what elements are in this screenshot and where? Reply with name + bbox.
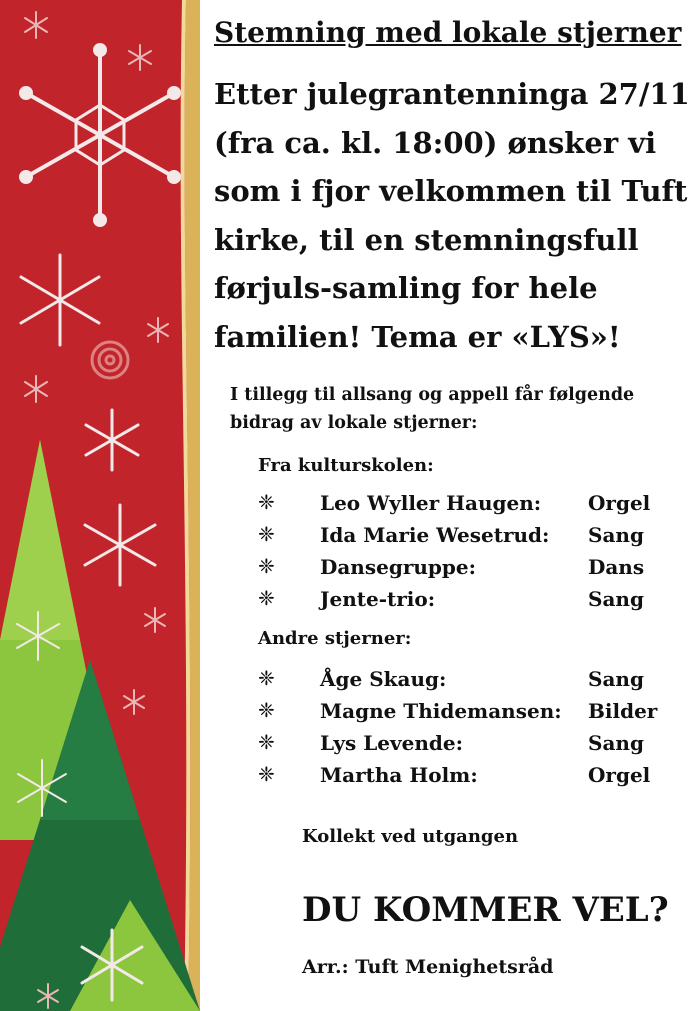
performer-name: Leo Wyller Haugen:	[320, 491, 542, 515]
performer-role: Sang	[588, 731, 644, 755]
snowflake-icon: ❈	[258, 730, 275, 754]
intro-paragraph: Etter julegrantenninga 27/11 (fra ca. kl. 18:00) ønsker vi som i fjor velkommen til Tuft kirke, til en stemningsfull førjuls-samling for hele familien! Tema er «LYS»!	[214, 77, 690, 354]
organizer: Arr.: Tuft Menighetsråd	[302, 956, 554, 978]
performer-name: Dansegruppe:	[320, 555, 476, 579]
snowflake-icon: ❈	[258, 666, 275, 690]
lead-paragraph: I tillegg til allsang og appell får følgende bidrag av lokale stjerner:	[230, 385, 635, 433]
snowflake-icon: ❈	[258, 698, 275, 722]
call-to-action: DU KOMMER VEL?	[302, 890, 669, 930]
performer-role: Orgel	[588, 763, 651, 787]
list-item	[258, 491, 678, 521]
list-item	[258, 699, 678, 729]
performer-role: Bilder	[588, 699, 658, 723]
collection-note: Kollekt ved utgangen	[302, 826, 519, 847]
list-item	[258, 763, 678, 793]
performer-role: Sang	[588, 587, 644, 611]
performer-role: Orgel	[588, 491, 651, 515]
snowflake-icon: ❈	[258, 554, 275, 578]
christmas-tree-artwork	[0, 0, 200, 1011]
performer-name: Jente-trio:	[320, 587, 436, 611]
list-item	[258, 555, 678, 585]
list-item	[258, 731, 678, 761]
snowflake-icon: ❈	[258, 586, 275, 610]
performer-role: Dans	[588, 555, 645, 579]
performer-role: Sang	[588, 523, 644, 547]
section-label-andre-stjerner: Andre stjerner:	[258, 628, 412, 649]
performer-name: Magne Thidemansen:	[320, 699, 562, 723]
section-label-kulturskolen: Fra kulturskolen:	[258, 455, 434, 476]
list-item	[258, 667, 678, 697]
performer-role: Sang	[588, 667, 644, 691]
list-item	[258, 587, 678, 617]
snowflake-icon: ❈	[258, 762, 275, 786]
snowflake-icon: ❈	[258, 490, 275, 514]
list-item	[258, 523, 678, 553]
performer-name: Martha Holm:	[320, 763, 478, 787]
snowflake-icon: ❈	[258, 522, 275, 546]
performer-name: Åge Skaug:	[320, 667, 447, 691]
page-title: Stemning med lokale stjerner	[214, 16, 682, 49]
poster-content	[200, 0, 697, 1011]
performer-name: Ida Marie Wesetrud:	[320, 523, 550, 547]
performer-name: Lys Levende:	[320, 731, 463, 755]
